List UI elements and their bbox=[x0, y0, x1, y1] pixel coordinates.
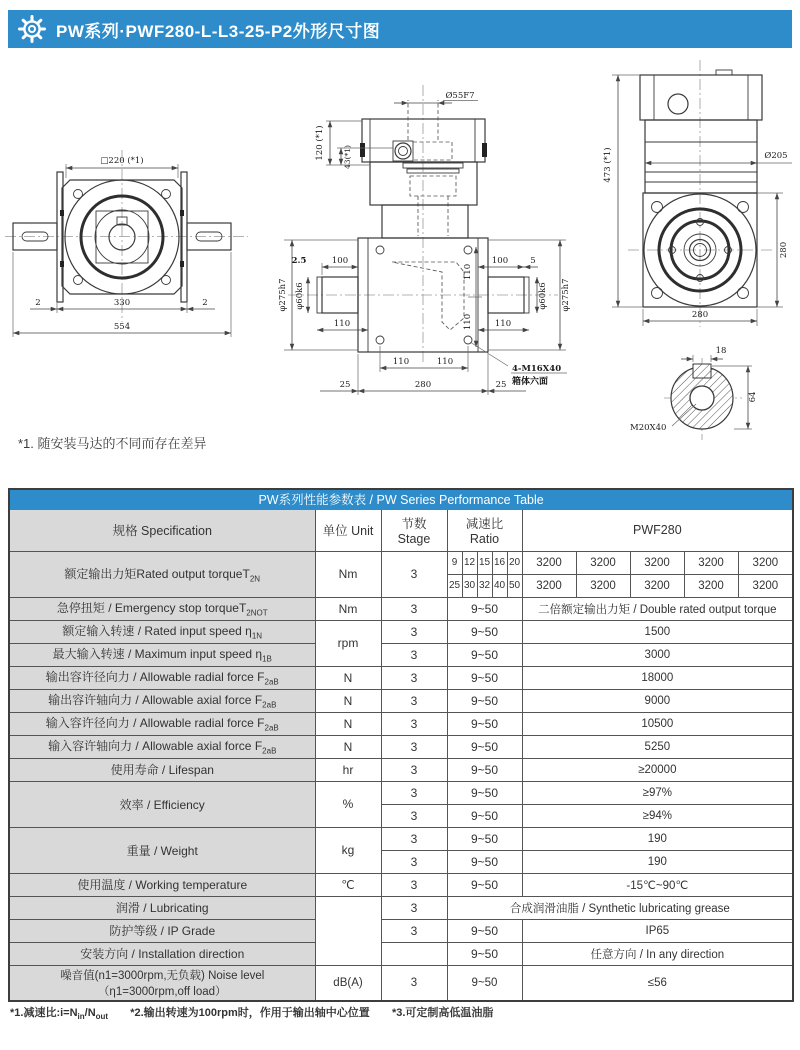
spec-estop: 急停扭矩 / Emergency stop torqueT$_{2NOT}$ bbox=[9, 597, 315, 620]
stage-out-radial: 3 bbox=[381, 666, 447, 689]
face-note: 箱体六面 bbox=[512, 376, 549, 386]
stage-efficiency-1: 3 bbox=[381, 781, 447, 804]
value-cell: 3200 bbox=[684, 574, 738, 597]
dim-280-vertical: 280 bbox=[779, 241, 789, 259]
stage-in-axial: 3 bbox=[381, 735, 447, 758]
unit-torque: Nm bbox=[315, 551, 381, 597]
ratio-ip: 9~50 bbox=[447, 919, 522, 942]
dim-280-horizontal: 280 bbox=[691, 310, 709, 320]
value-cell: 3200 bbox=[576, 574, 630, 597]
value-install: 任意方向 / In any direction bbox=[522, 942, 793, 965]
value-out-radial: 18000 bbox=[522, 666, 793, 689]
stage-weight-2: 3 bbox=[381, 850, 447, 873]
dim-2p5: 2.5 bbox=[291, 256, 307, 266]
performance-table bbox=[8, 488, 792, 1002]
ratio-cell: 9 bbox=[447, 551, 462, 574]
stage-efficiency-2: 3 bbox=[381, 804, 447, 827]
dim-d60-right: φ60k6 bbox=[538, 282, 548, 310]
dim-110-h1: 110 bbox=[392, 357, 410, 367]
value-cell: 3200 bbox=[684, 551, 738, 574]
value-cell: 3200 bbox=[576, 551, 630, 574]
value-rated-speed: 1500 bbox=[522, 620, 793, 643]
value-estop: 二倍额定输出力矩 / Double rated output torque bbox=[522, 597, 793, 620]
dim-100-left: 100 bbox=[331, 256, 349, 266]
dim-110-v2: 110 bbox=[463, 313, 473, 331]
stage-lubricating: 3 bbox=[381, 896, 447, 919]
dim-d205: Ø205 bbox=[764, 151, 788, 161]
value-cell: 3200 bbox=[522, 574, 576, 597]
dim-110-h2: 110 bbox=[436, 357, 454, 367]
value-cell: 3200 bbox=[738, 551, 793, 574]
unit-estop: Nm bbox=[315, 597, 381, 620]
ratio-estop: 9~50 bbox=[447, 597, 522, 620]
footnote-2: *2.输出转速为100rpm时，作用于输出轴中心位置 bbox=[130, 1007, 370, 1019]
value-lubricating: 合成润滑油脂 / Synthetic lubricating grease bbox=[447, 896, 793, 919]
col-header-ratio: 减速比 Ratio bbox=[447, 509, 522, 551]
spec-install: 安装方向 / Installation direction bbox=[9, 942, 315, 965]
ratio-temperature: 9~50 bbox=[447, 873, 522, 896]
spec-in-radial: 输入容许径向力 / Allowable radial force $F_{2aB}$ bbox=[9, 712, 315, 735]
stage-temperature: 3 bbox=[381, 873, 447, 896]
table-row bbox=[9, 620, 793, 643]
dim-110-left: 110 bbox=[333, 319, 351, 329]
dim-473: 473 (*1) bbox=[603, 147, 613, 183]
ratio-in-axial: 9~50 bbox=[447, 735, 522, 758]
value-out-axial: 9000 bbox=[522, 689, 793, 712]
stage-ip: 3 bbox=[381, 919, 447, 942]
top-view-drawing bbox=[278, 85, 571, 395]
table-row bbox=[9, 919, 793, 942]
value-cell: 3200 bbox=[630, 574, 684, 597]
unit-speed: rpm bbox=[315, 620, 381, 666]
stage-weight-1: 3 bbox=[381, 827, 447, 850]
spec-ip: 防护等级 / IP Grade bbox=[9, 919, 315, 942]
ratio-cell: 15 bbox=[477, 551, 492, 574]
footnotes bbox=[10, 1004, 493, 1021]
stage-install-blank bbox=[381, 942, 447, 965]
ratio-efficiency-1: 9~50 bbox=[447, 781, 522, 804]
unit-in-radial: N bbox=[315, 712, 381, 735]
stage-rated-speed: 3 bbox=[381, 620, 447, 643]
stage-torque: 3 bbox=[381, 551, 447, 597]
unit-out-axial: N bbox=[315, 689, 381, 712]
spec-lubricating: 润滑 / Lubricating bbox=[9, 896, 315, 919]
table-row bbox=[9, 551, 793, 574]
ratio-cell: 12 bbox=[462, 551, 477, 574]
value-weight-1: 190 bbox=[522, 827, 793, 850]
spec-lifespan: 使用寿命 / Lifespan bbox=[9, 758, 315, 781]
value-cell: 3200 bbox=[522, 551, 576, 574]
table-row bbox=[9, 942, 793, 965]
ratio-weight-2: 9~50 bbox=[447, 850, 522, 873]
unit-efficiency: % bbox=[315, 781, 381, 827]
spec-in-axial: 输入容许轴向力 / Allowable axial force $F_{2aB}$ bbox=[9, 735, 315, 758]
ratio-cell: 50 bbox=[507, 574, 522, 597]
ratio-cell: 25 bbox=[447, 574, 462, 597]
front-view-drawing bbox=[5, 150, 248, 337]
ratio-weight-1: 9~50 bbox=[447, 827, 522, 850]
table-row bbox=[9, 758, 793, 781]
ratio-max-speed: 9~50 bbox=[447, 643, 522, 666]
table-row bbox=[9, 712, 793, 735]
value-lifespan: ≥20000 bbox=[522, 758, 793, 781]
spec-rated-speed: 额定输入转速 / Rated input speed $\eta_{1N}$ bbox=[9, 620, 315, 643]
ratio-install: 9~50 bbox=[447, 942, 522, 965]
page-title: PW系列·PWF280-L-L3-25-P2外形尺寸图 bbox=[56, 21, 381, 41]
unit-in-axial: N bbox=[315, 735, 381, 758]
spec-out-axial: 输出容许轴向力 / Allowable axial force $F_{2aB}$ bbox=[9, 689, 315, 712]
ratio-cell: 30 bbox=[462, 574, 477, 597]
dim-554: 554 bbox=[113, 322, 131, 332]
unit-blank bbox=[315, 896, 381, 965]
dim-d55f7: Ø55F7 bbox=[445, 91, 475, 101]
ratio-out-radial: 9~50 bbox=[447, 666, 522, 689]
col-header-stage: 节数 Stage bbox=[381, 509, 447, 551]
ratio-rated-speed: 9~50 bbox=[447, 620, 522, 643]
side-view-drawing bbox=[602, 60, 792, 327]
table-header-row bbox=[9, 509, 793, 551]
spec-max-speed: 最大输入转速 / Maximum input speed $\eta_{1B}$ bbox=[9, 643, 315, 666]
value-noise: ≤56 bbox=[522, 965, 793, 1001]
dim-110-right: 110 bbox=[494, 319, 512, 329]
ratio-cell: 16 bbox=[492, 551, 507, 574]
dim-43: 43(*1) bbox=[343, 145, 352, 169]
table-row bbox=[9, 643, 793, 666]
value-cell: 3200 bbox=[630, 551, 684, 574]
spec-noise: 噪音值(n1=3000rpm,无负载) Noise level （η1=3000rpm,off load） bbox=[9, 965, 315, 1001]
col-header-unit: 单位 Unit bbox=[315, 509, 381, 551]
table-row bbox=[9, 896, 793, 919]
value-cell: 3200 bbox=[738, 574, 793, 597]
dim-25-right: 25 bbox=[495, 380, 507, 390]
table-row bbox=[9, 873, 793, 896]
table-title-row bbox=[9, 489, 793, 509]
value-efficiency-2: ≥94% bbox=[522, 804, 793, 827]
dim-330: 330 bbox=[113, 298, 131, 308]
ratio-noise: 9~50 bbox=[447, 965, 522, 1001]
shaft-section-drawing bbox=[630, 346, 758, 440]
unit-out-radial: N bbox=[315, 666, 381, 689]
dim-25-left: 25 bbox=[339, 380, 351, 390]
col-header-model: PWF280 bbox=[522, 509, 793, 551]
stage-estop: 3 bbox=[381, 597, 447, 620]
footnote-1: *1.减速比$:i=N_{in}/N_{out}$ bbox=[10, 1007, 109, 1022]
dim-d275-right: φ275h7 bbox=[561, 278, 571, 312]
stage-out-axial: 3 bbox=[381, 689, 447, 712]
value-weight-2: 190 bbox=[522, 850, 793, 873]
value-efficiency-1: ≥97% bbox=[522, 781, 793, 804]
dim-m20x40: M20X40 bbox=[630, 423, 667, 433]
unit-weight: kg bbox=[315, 827, 381, 873]
table-row bbox=[9, 781, 793, 804]
dim-5: 5 bbox=[530, 256, 536, 266]
unit-noise: dB(A) bbox=[315, 965, 381, 1001]
dim-square-220: □220 (*1) bbox=[100, 156, 144, 166]
table-row bbox=[9, 827, 793, 850]
ratio-lifespan: 9~50 bbox=[447, 758, 522, 781]
drawing-note: *1. 随安装马达的不同而存在差异 bbox=[18, 436, 207, 451]
table-row bbox=[9, 666, 793, 689]
table-title: PW系列性能参数表 / PW Series Performance Table bbox=[9, 489, 793, 509]
gear-icon bbox=[17, 14, 47, 44]
table-row bbox=[9, 735, 793, 758]
dim-d275-left: φ275h7 bbox=[278, 278, 288, 312]
header-bar bbox=[8, 10, 792, 48]
value-in-axial: 5250 bbox=[522, 735, 793, 758]
stage-max-speed: 3 bbox=[381, 643, 447, 666]
stage-lifespan: 3 bbox=[381, 758, 447, 781]
table-row bbox=[9, 965, 793, 1001]
spec-out-radial: 输出容许径向力 / Allowable radial force $F_{2aB}$ bbox=[9, 666, 315, 689]
ratio-in-radial: 9~50 bbox=[447, 712, 522, 735]
table-row bbox=[9, 597, 793, 620]
ratio-cell: 20 bbox=[507, 551, 522, 574]
unit-lifespan: hr bbox=[315, 758, 381, 781]
spec-temperature: 使用温度 / Working temperature bbox=[9, 873, 315, 896]
spec-torque: 额定输出力矩Rated output torqueT$_{2N}$ bbox=[9, 551, 315, 597]
dim-280: 280 bbox=[414, 380, 432, 390]
dim-2-left: 2 bbox=[35, 298, 41, 308]
dim-2-right: 2 bbox=[202, 298, 208, 308]
dim-d60-left: φ60k6 bbox=[295, 282, 305, 310]
dim-100-right: 100 bbox=[491, 256, 509, 266]
unit-temperature: ℃ bbox=[315, 873, 381, 896]
col-header-spec: 规格 Specification bbox=[9, 509, 315, 551]
dim-64: 64 bbox=[748, 391, 758, 403]
dimension-drawings bbox=[0, 48, 800, 445]
value-temperature: -15℃~90℃ bbox=[522, 873, 793, 896]
spec-efficiency: 效率 / Efficiency bbox=[9, 781, 315, 827]
ratio-cell: 32 bbox=[477, 574, 492, 597]
value-in-radial: 10500 bbox=[522, 712, 793, 735]
stage-noise: 3 bbox=[381, 965, 447, 1001]
ratio-out-axial: 9~50 bbox=[447, 689, 522, 712]
spec-weight: 重量 / Weight bbox=[9, 827, 315, 873]
dim-120: 120 (*1) bbox=[315, 125, 325, 161]
dim-110-v1: 110 bbox=[463, 263, 473, 281]
stage-in-radial: 3 bbox=[381, 712, 447, 735]
footnote-3: *3.可定制高低温油脂 bbox=[391, 1007, 494, 1019]
bolt-note: 4-M16X40 bbox=[512, 364, 562, 374]
ratio-efficiency-2: 9~50 bbox=[447, 804, 522, 827]
table-row bbox=[9, 689, 793, 712]
ratio-cell: 40 bbox=[492, 574, 507, 597]
dim-18: 18 bbox=[715, 346, 727, 356]
value-max-speed: 3000 bbox=[522, 643, 793, 666]
value-ip: IP65 bbox=[522, 919, 793, 942]
